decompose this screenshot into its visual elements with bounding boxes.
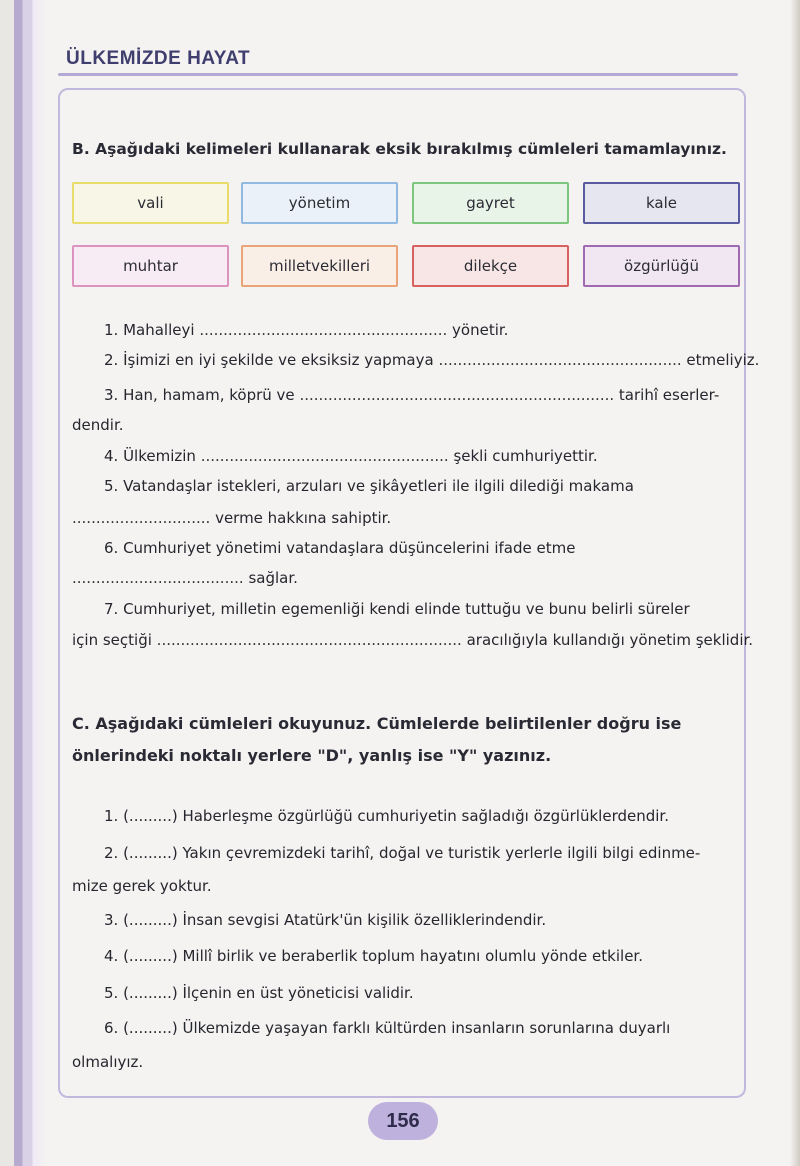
sentence-text: aracılığıyla kullandığı yönetim şeklidir. — [466, 631, 754, 649]
sentence-5-continuation — [72, 508, 391, 528]
blank-dots: .................................... — [72, 569, 244, 587]
sentence-6: 6. Cumhuriyet yönetimi vatandaşlara düşüncelerini ifade etme — [104, 539, 576, 557]
sentence-6-continuation — [72, 568, 298, 588]
sentence-text: etmeliyiz. — [686, 351, 760, 369]
statement-2: 2. (.........) Yakın çevremizdeki tarihî, doğal ve turistik yerlerle ilgili bilgi edinme- — [104, 844, 701, 862]
page-number: 156 — [368, 1102, 438, 1140]
sentence-5: 5. Vatandaşlar istekleri, arzuları ve şikâyetleri ile ilgili dilediği makama — [104, 477, 634, 495]
sentence-3-continuation: dendir. — [72, 416, 124, 434]
sentence-7-continuation — [72, 630, 753, 650]
statement-6-continuation: olmalıyız. — [72, 1053, 144, 1071]
section-b-heading: B. Aşağıdaki kelimeleri kullanarak eksik bırakılmış cümleleri tamamlayınız. — [72, 140, 727, 158]
sentence-text: 4. Ülkemizin — [104, 447, 196, 465]
blank-dots: .................................................................. — [299, 386, 615, 404]
blank-dots: ............................. — [72, 509, 211, 527]
sentence-4 — [104, 446, 598, 466]
blank-dots: .................................................... — [200, 447, 449, 465]
sentence-2 — [104, 350, 759, 370]
word-box-yonetim: yönetim — [241, 182, 398, 224]
statement-2-continuation: mize gerek yoktur. — [72, 877, 212, 895]
statement-3: 3. (.........) İnsan sevgisi Atatürk'ün kişilik özelliklerindendir. — [104, 911, 547, 929]
sentence-text: 3. Han, hamam, köprü ve — [104, 386, 295, 404]
sentence-text: tarihî eserler- — [618, 386, 720, 404]
sentence-text: için seçtiği — [72, 631, 152, 649]
sentence-3 — [104, 385, 719, 405]
sentence-text: 2. İşimizi en iyi şekilde ve eksiksiz yapmaya — [104, 351, 434, 369]
sentence-7: 7. Cumhuriyet, milletin egemenliği kendi elinde tuttuğu ve bunu belirli süreler — [104, 600, 690, 618]
header-rule — [58, 73, 738, 76]
blank-dots: .................................................... — [199, 321, 448, 339]
word-box-ozgurlugu: özgürlüğü — [583, 245, 740, 287]
sentence-1 — [104, 320, 508, 340]
sentence-text: sağlar. — [248, 569, 298, 587]
page-binding — [14, 0, 46, 1166]
statement-5: 5. (.........) İlçenin en üst yöneticisi validir. — [104, 984, 414, 1002]
word-box-muhtar: muhtar — [72, 245, 229, 287]
blank-dots: ................................................................ — [156, 631, 462, 649]
sentence-text: verme hakkına sahiptir. — [215, 509, 392, 527]
statement-4: 4. (.........) Millî birlik ve beraberlik toplum hayatını olumlu yönde etkiler. — [104, 947, 643, 965]
sentence-text: 1. Mahalleyi — [104, 321, 195, 339]
word-box-vali: vali — [72, 182, 229, 224]
page-header: ÜLKEMİZDE HAYAT — [66, 48, 251, 69]
statement-1: 1. (.........) Haberleşme özgürlüğü cumhuriyetin sağladığı özgürlüklerdendir. — [104, 807, 669, 825]
statement-6: 6. (.........) Ülkemizde yaşayan farklı kültürden insanların sorunlarına duyarlı — [104, 1019, 671, 1037]
blank-dots: ................................................... — [438, 351, 682, 369]
word-box-milletvekilleri: milletvekilleri — [241, 245, 398, 287]
sentence-text: şekli cumhuriyettir. — [453, 447, 598, 465]
word-box-kale: kale — [583, 182, 740, 224]
word-box-dilekce: dilekçe — [412, 245, 569, 287]
section-c-heading: C. Aşağıdaki cümleleri okuyunuz. Cümlelerde belirtilenler doğru ise önlerindeki noktalı yerlere "D", yanlış ise "Y" yazınız. — [72, 714, 682, 765]
page-edge — [790, 0, 800, 1166]
sentence-text: yönetir. — [452, 321, 509, 339]
word-box-gayret: gayret — [412, 182, 569, 224]
